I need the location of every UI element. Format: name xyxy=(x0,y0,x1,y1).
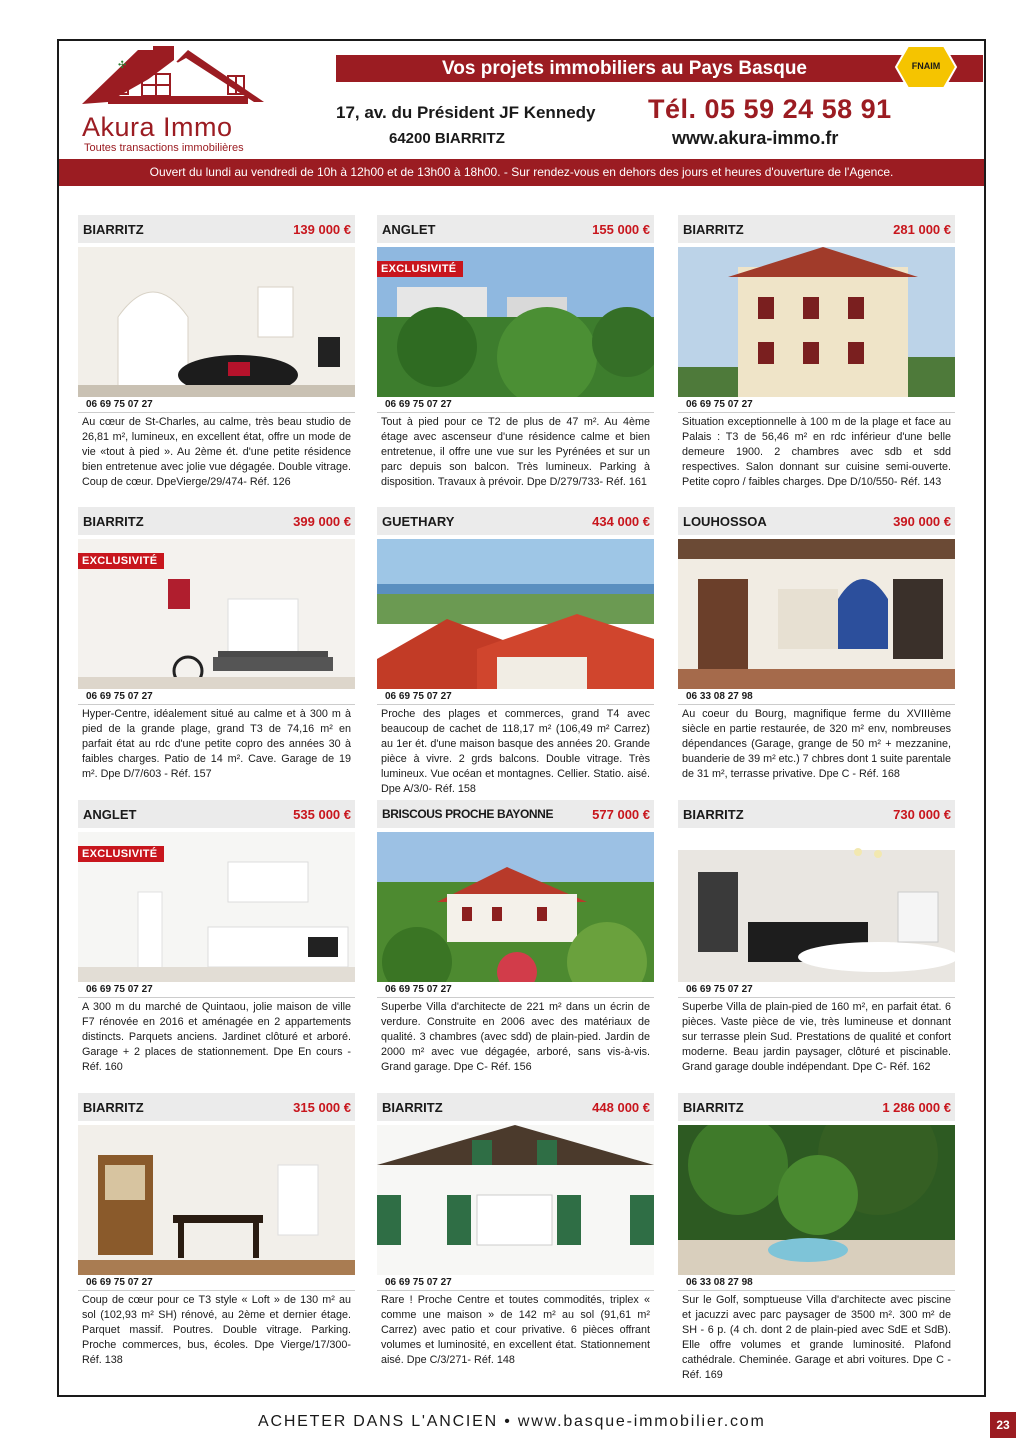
listing-header xyxy=(78,1093,355,1121)
listing-card[interactable] xyxy=(377,215,654,490)
listing-photo[interactable] xyxy=(78,539,355,689)
listing-description: Rare ! Proche Centre et toutes commodités, triplex « comme une maison » de 142 m² au sol (91,61 m² Carrez) avec patio et cour privative. 6 pièces offrant volumes et luminosité, en excellent état. Stationnement aisé. Dpe C/3/271- Réf. 148 xyxy=(381,1294,650,1366)
listing-description: Proche des plages et commerces, grand T4 avec beaucoup de cachet de 118,17 m² (106,49 m² Carrez) au 1er ét. d'une maison basque des années 20. Grande pièce à vivre. 2 grds balcons. Double vitrage. Très lumineux. Vue océan et montagnes. Cellier. Statio. aisé. Dpe A/3/0- Réf. 158 xyxy=(381,708,650,795)
exclusive-badge: EXCLUSIVITÉ xyxy=(78,553,164,569)
listing-photo[interactable] xyxy=(78,1125,355,1275)
listing-photo[interactable] xyxy=(678,539,955,689)
svg-text:✣: ✣ xyxy=(118,60,127,71)
listing-city: BIARRITZ xyxy=(382,1100,443,1115)
listing-photo[interactable] xyxy=(678,247,955,397)
listing-description: Au cœur de St-Charles, au calme, très beau studio de 26,81 m², lumineux, en excellent état, offre un mode de vie «tout à pied ». Au 2ème ét. d'une petite résidence bien entretenue avec jolie vue dégagée. Double vitrage. Coup de cœur. DpeVierge/29/474- Réf. 126 xyxy=(82,416,351,488)
listing-city: LOUHOSSOA xyxy=(683,514,767,529)
agency-name: Akura Immo xyxy=(82,112,233,142)
listing-price: 390 000 € xyxy=(893,514,951,529)
listing-photo[interactable] xyxy=(377,539,654,689)
listing-photo[interactable] xyxy=(78,247,355,397)
listing-card[interactable] xyxy=(78,800,355,1075)
listing-price: 315 000 € xyxy=(293,1100,351,1115)
listing-description: Au coeur du Bourg, magnifique ferme du XVIIIème siècle en partie restaurée, de 320 m² env, nombreuses dépendances (Garage, grange de 50 m² + mezzanine, buanderie de 39 m² etc.) 7 chbres dont 1 suite parentale de 31 m², terrasse privative. Dpe C - Réf. 168 xyxy=(682,708,951,780)
opening-hours: Ouvert du lundi au vendredi de 10h à 12h00 et de 13h00 à 18h00. - Sur rendez-vous en dehors des jours et heures d'ouverture de l'Agence. xyxy=(59,159,984,186)
listing-description: Situation exceptionnelle à 100 m de la plage et face au Palais : T3 de 56,46 m² en rdc inférieur d'une belle demeure 1900. 2 chambres avec sdb et sdd respectives. Salon donnant sur cuisine semi-ouverte. Petite copro / faibles charges. Dpe D/10/550- Réf. 143 xyxy=(682,416,951,488)
agency-tagline: Toutes transactions immobilières xyxy=(84,142,244,154)
listing-card[interactable] xyxy=(377,800,654,1075)
listing-card[interactable] xyxy=(377,1093,654,1368)
listing-price: 1 286 000 € xyxy=(882,1100,951,1115)
listing-header xyxy=(678,215,955,243)
listing-price: 155 000 € xyxy=(592,222,650,237)
listing-description: Coup de cœur pour ce T3 style « Loft » de 130 m² au sol (102,93 m² SH) rénové, au 2ème et dernier étage. Parquet massif. Poutres. Double vitrage. Parking. Proche commerces, bus, écoles. Dpe Vierge/17/300- Réf. 138 xyxy=(82,1294,351,1366)
listing-city: BIARRITZ xyxy=(683,222,744,237)
listing-phone[interactable]: 06 33 08 27 98 xyxy=(678,1275,955,1291)
exclusive-badge: EXCLUSIVITÉ xyxy=(78,846,164,862)
listing-photo[interactable] xyxy=(678,1125,955,1275)
address-line1: 17, av. du Président JF Kennedy xyxy=(336,103,596,122)
listing-phone[interactable]: 06 69 75 07 27 xyxy=(377,982,654,998)
listing-photo[interactable] xyxy=(377,832,654,982)
listing-card[interactable] xyxy=(78,507,355,782)
listing-phone[interactable]: 06 69 75 07 27 xyxy=(377,1275,654,1291)
listing-photo[interactable] xyxy=(377,247,654,397)
page-number: 23 xyxy=(990,1412,1016,1438)
listing-city: ANGLET xyxy=(83,807,137,822)
listing-photo[interactable] xyxy=(78,832,355,982)
listing-phone[interactable]: 06 69 75 07 27 xyxy=(78,982,355,998)
listing-price: 281 000 € xyxy=(893,222,951,237)
listing-phone[interactable]: 06 69 75 07 27 xyxy=(78,397,355,413)
header-banner: Vos projets immobiliers au Pays Basque xyxy=(336,55,983,82)
listing-description: Hyper-Centre, idéalement situé au calme et à 300 m à pied de la grande plage, grand T3 de 74,16 m² en parfait état au rdc d'une petite copro des années 30 à faibles charges. Patio de 14 m². Cave. Garage de 19 m². Dpe D/7/603 - Réf. 157 xyxy=(82,708,351,780)
address-line2: 64200 BIARRITZ xyxy=(389,130,505,147)
listing-description: Sur le Golf, somptueuse Villa d'architecte avec piscine et jacuzzi avec parc paysager de 3500 m². 300 m² de SH - 6 p. (4 ch. dont 2 de plain-pied avec SdE et SdB). Elle offre volumes et grande luminosité. Plafond cathédrale. Cheminée. Garage et abri voitures. Dpe C - Réf. 169 xyxy=(682,1294,951,1381)
listing-price: 448 000 € xyxy=(592,1100,650,1115)
listing-description: Superbe Villa d'architecte de 221 m² dans un écrin de verdure. Construite en 2006 avec des matériaux de qualité. 3 chambres (avec sdd) de plain-pied. Jardin de 2000 m² avec vue dégagée, arboré, sans vis-à-vis. Grand garage. Dpe C- Réf. 156 xyxy=(381,1001,650,1073)
listing-header xyxy=(678,1093,955,1121)
listing-phone[interactable]: 06 69 75 07 27 xyxy=(78,689,355,705)
listing-header xyxy=(377,800,654,828)
listing-phone[interactable]: 06 69 75 07 27 xyxy=(78,1275,355,1291)
listing-header xyxy=(78,507,355,535)
listing-card[interactable] xyxy=(678,1093,955,1383)
listing-description: A 300 m du marché de Quintaou, jolie maison de ville F7 rénovée en 2016 et aménagée en 2 appartements distincts. Parquets anciens. Jardinet clôturé et arboré. Garage + 2 places de stationnement. Dpe En cours - Réf. 160 xyxy=(82,1001,351,1073)
listing-phone[interactable]: 06 33 08 27 98 xyxy=(678,689,955,705)
listing-price: 535 000 € xyxy=(293,807,351,822)
listing-card[interactable] xyxy=(78,215,355,490)
listing-phone[interactable]: 06 69 75 07 27 xyxy=(678,397,955,413)
listing-city: BRISCOUS PROCHE BAYONNE xyxy=(382,807,554,821)
listing-card[interactable] xyxy=(377,507,654,797)
listing-phone[interactable]: 06 69 75 07 27 xyxy=(377,397,654,413)
listing-photo[interactable] xyxy=(377,1125,654,1275)
listing-header xyxy=(78,215,355,243)
listing-header xyxy=(678,800,955,828)
listing-card[interactable] xyxy=(78,1093,355,1368)
listing-photo[interactable] xyxy=(678,832,955,982)
listing-city: BIARRITZ xyxy=(83,514,144,529)
listing-header xyxy=(377,215,654,243)
fnaim-label: FNAIM xyxy=(911,61,941,71)
listing-header xyxy=(377,507,654,535)
listing-price: 434 000 € xyxy=(592,514,650,529)
listing-card[interactable] xyxy=(678,800,955,1075)
listing-header xyxy=(678,507,955,535)
listing-card[interactable] xyxy=(678,215,955,490)
agency-website-link[interactable]: www.akura-immo.fr xyxy=(672,128,839,148)
listing-price: 399 000 € xyxy=(293,514,351,529)
listing-header xyxy=(377,1093,654,1121)
footer-tagline: ACHETER DANS L'ANCIEN • www.basque-immobilier.com xyxy=(258,1413,766,1430)
listing-city: ANGLET xyxy=(382,222,436,237)
listing-price: 577 000 € xyxy=(592,807,650,822)
listing-city: BIARRITZ xyxy=(683,807,744,822)
listing-description: Superbe Villa de plain-pied de 160 m², en parfait état. 6 pièces. Vaste pièce de vie, très lumineuse et donnant sur terrasse plein Sud. Prestations de qualité et confort moderne. Beau jardin paysager, clôturé et piscinable. Grand garage double indépendant. Dpe C- Réf. 162 xyxy=(682,1001,951,1073)
exclusive-badge: EXCLUSIVITÉ xyxy=(377,261,463,277)
listing-description: Tout à pied pour ce T2 de plus de 47 m². Au 4ème étage avec ascenseur d'une résidence calme et bien entretenue, il offre une vue sur les Pyrénées et sur un parc depuis son balcon. Très lumineux. Parking à disposition. Travaux à prévoir. Dpe D/279/733- Réf. 161 xyxy=(381,416,650,488)
listing-card[interactable] xyxy=(678,507,955,782)
listing-city: GUETHARY xyxy=(382,514,455,529)
listing-price: 139 000 € xyxy=(293,222,351,237)
listing-price: 730 000 € xyxy=(893,807,951,822)
listing-city: BIARRITZ xyxy=(83,222,144,237)
agency-phone[interactable]: Tél. 05 59 24 58 91 xyxy=(648,94,892,124)
listing-city: BIARRITZ xyxy=(683,1100,744,1115)
listing-phone[interactable]: 06 69 75 07 27 xyxy=(377,689,654,705)
listing-city: BIARRITZ xyxy=(83,1100,144,1115)
listing-header xyxy=(78,800,355,828)
listing-phone[interactable]: 06 69 75 07 27 xyxy=(678,982,955,998)
